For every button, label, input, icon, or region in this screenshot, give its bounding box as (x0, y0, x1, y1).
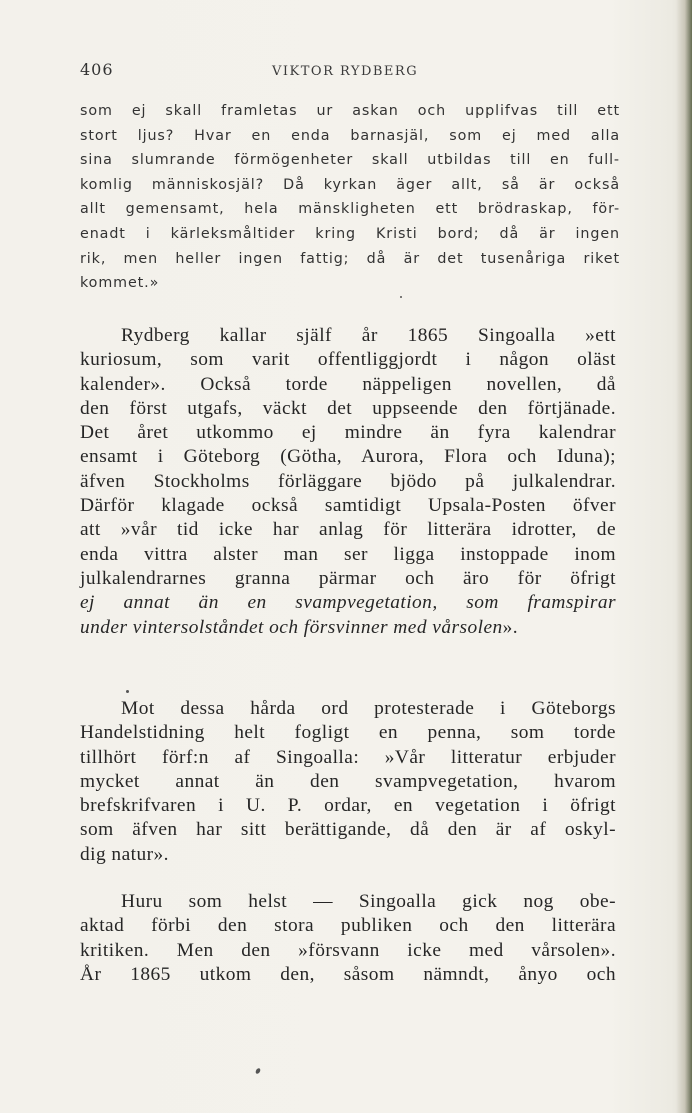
text-line: Huru som helst — Singoalla gick nog obe- (121, 891, 616, 912)
ink-speck (255, 1067, 261, 1074)
text-line: att »vår tid icke har anlag för litterära idrotter, de (80, 519, 616, 541)
text-line: Mot dessa hårda ord protesterade i Göteborgs (121, 698, 616, 719)
quote-line: allt gemensamt, hela mänskligheten ett brödraskap, för- (80, 201, 620, 218)
text-line-with-italic (80, 616, 616, 640)
text-line: som äfven har sitt berättigande, då den är af oskyl- (80, 819, 616, 841)
quote-line: enadt i kärleksmåltider kring Kristi bord; då är ingen (80, 225, 620, 242)
running-head: VIKTOR RYDBERG (272, 64, 419, 79)
text-line: äfven Stockholms förläggare bjödo på julkalendrar. (80, 470, 616, 492)
text-line: Det året utkommo ej mindre än fyra kalendrar (80, 422, 616, 444)
ink-speck (126, 690, 129, 693)
text-line: tillhört förf:n af Singoalla: »Vår litteratur erbjuder (80, 746, 616, 768)
text-line: brefskrifvaren i U. P. ordar, en vegetation i öfrigt (80, 795, 616, 817)
quoted-passage (80, 99, 620, 296)
quote-line: komlig människosjäl? Då kyrkan äger allt, så är också (80, 176, 620, 193)
text-line: kalender». Också torde näppeligen novellen, då (80, 373, 616, 395)
text-line: mycket annat än den svampvegetation, hvarom (80, 770, 616, 792)
quote-line: stort ljus? Hvar en enda barnasjäl, som ej med alla (80, 127, 620, 144)
text-line: Handelstidning helt fogligt en penna, som torde (80, 722, 616, 744)
text-line: ensamt i Göteborg (Götha, Aurora, Flora och Iduna); (80, 446, 616, 468)
italic-quote-line: ej annat än en svampvegetation, som framspirar (80, 592, 616, 614)
quote-line: kommet.» (80, 275, 160, 292)
page-number: 406 (80, 60, 114, 79)
text-line: den först utgafs, väckt det uppseende den förtjänade. (80, 397, 616, 419)
text-line: Rydberg kallar själf år 1865 Singoalla »ett (121, 325, 616, 346)
text-line: julkalendrarnes granna pärmar och äro för öfrigt (80, 567, 616, 589)
quote-line: rik, men heller ingen fattig; då är det tusenåriga riket (80, 250, 620, 267)
text-line: År 1865 utkom den, såsom nämndt, ånyo och (80, 963, 616, 985)
text-line: dig natur». (80, 843, 169, 865)
text-line: Därför klagade också samtidigt Upsala-Posten öfver (80, 495, 616, 517)
italic-quote-line: under vintersolståndet och försvinner med vårsolen (80, 616, 503, 638)
ink-speck (400, 296, 402, 298)
page-header (80, 60, 610, 84)
closing-quote: ». (502, 616, 519, 638)
paragraph-3 (80, 890, 616, 987)
paragraph-1 (80, 324, 616, 640)
text-line: kritiken. Men den »försvann icke med vårsolen». (80, 939, 616, 961)
page-edge-shadow (676, 0, 692, 1113)
text-line: aktad förbi den stora publiken och den litterära (80, 915, 616, 937)
quote-line: som ej skall framletas ur askan och upplifvas till ett (80, 103, 620, 119)
text-line: kuriosum, som varit offentliggjordt i någon oläst (80, 349, 616, 371)
text-line: enda vittra alster man ser ligga instoppade inom (80, 543, 616, 565)
paragraph-2 (80, 697, 616, 867)
quote-line: sina slumrande förmögenheter skall utbildas till en full- (80, 152, 620, 169)
